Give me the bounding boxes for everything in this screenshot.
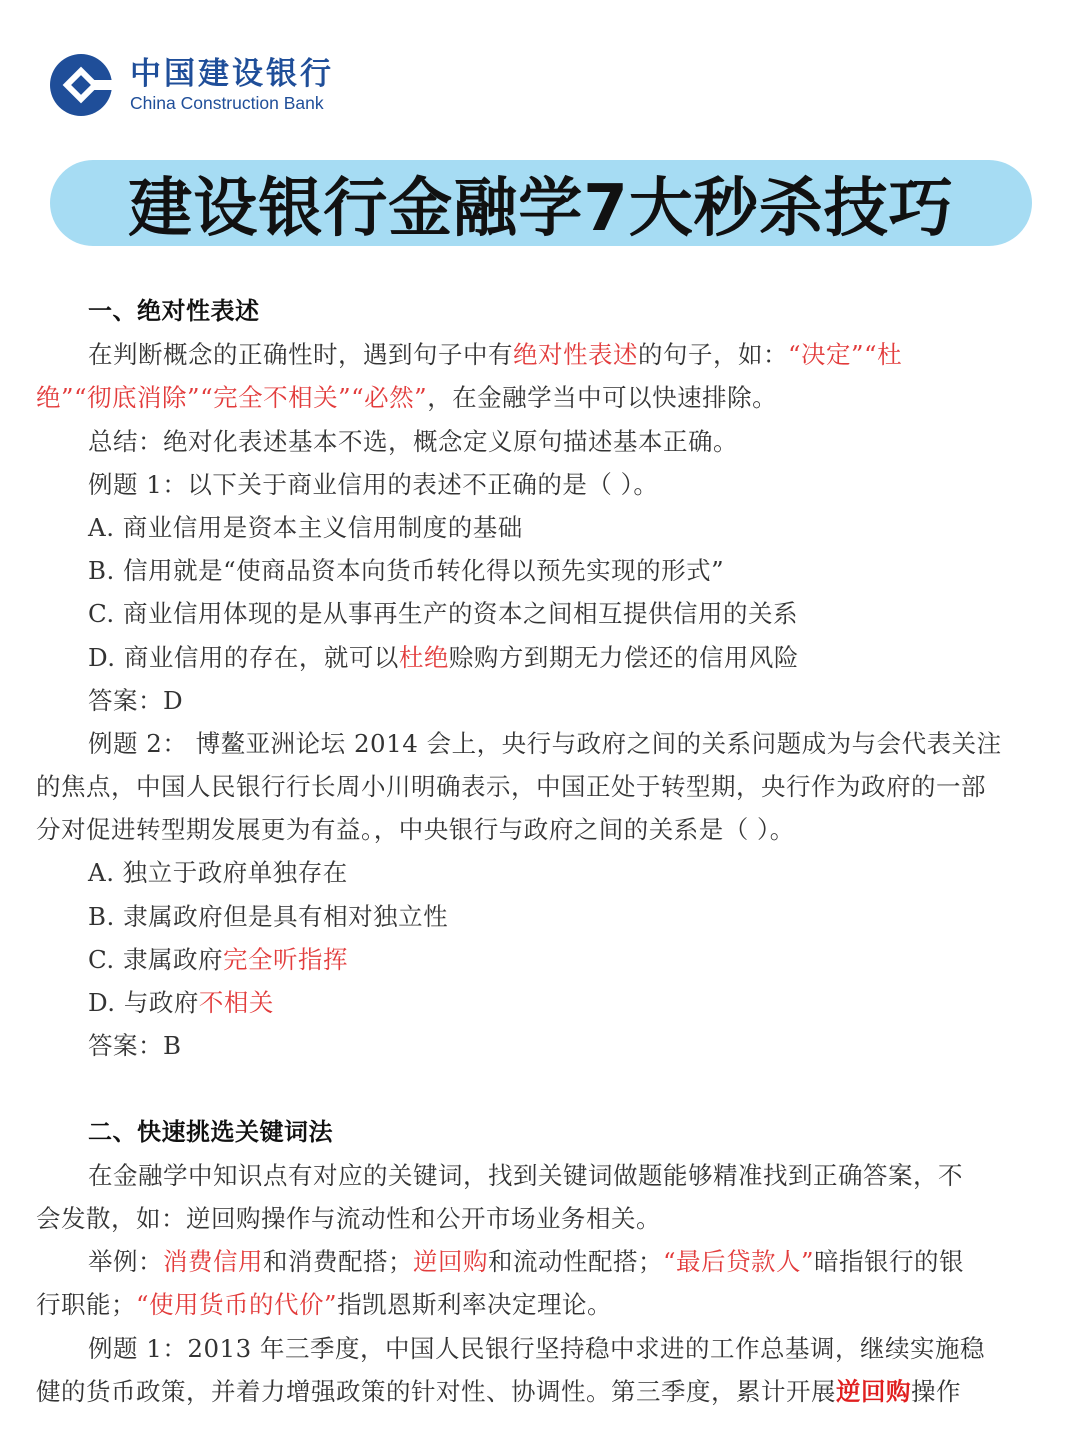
section-2-paragraph-line-2: 会发散，如：逆回购操作与流动性和公开市场业务相关。 [36,1203,661,1233]
example-2-option-d [36,981,1031,1024]
text: D. 与政府 [88,988,199,1017]
section-2-question-line-2 [36,1370,1031,1413]
section-2-question-line-1: 例题 1：2013 年三季度，中国人民银行坚持稳中求进的工作总基调，继续实施稳 [88,1333,986,1363]
example-1-answer: 答案：D [88,685,184,715]
example-2-option-b: B. 隶属政府但是具有相对独立性 [88,901,449,931]
section-2-heading: 二、快速挑选关键词法 [88,1117,333,1146]
example-2-question-line-1: 例题 2： 博鳌亚洲论坛 2014 会上，央行与政府之间的关系问题成为与会代表关注 [88,728,1002,758]
text: 和消费配搭； [263,1247,413,1277]
logo-english-name: China Construction Bank [130,93,324,113]
text: ，在金融学当中可以快速排除。 [427,383,778,413]
section-1-heading: 一、绝对性表述 [88,297,260,325]
example-1-question: 例题 1：以下关于商业信用的表述不正确的是（ ）。 [88,469,659,499]
highlight-text: “决定”“杜 [788,340,903,370]
highlight-text: 不相关 [198,988,274,1017]
text: 暗指银行的银 [814,1247,965,1277]
text: 举例： [88,1247,163,1277]
logo-chinese-name: 中国建设银行 [130,56,334,92]
highlight-text: 绝”“彻底消除”“完全不相关”“必然” [36,383,428,413]
section-2-example-line-2 [36,1283,1031,1326]
text: 健的货币政策，并着力增强政策的针对性、协调性。第三季度，累计开展 [36,1376,836,1406]
highlight-text: 完全听指挥 [222,944,348,974]
title-banner [50,160,1032,246]
section-spacer [36,1067,1031,1110]
example-1-option-a: A. 商业信用是资本主义信用制度的基础 [88,512,523,542]
example-1-option-b: B. 信用就是“使商品资本向货币转化得以预先实现的形式” [88,556,725,586]
ccb-logo-icon [48,52,114,118]
text: C. 隶属政府 [88,944,223,974]
highlight-text: 逆回购 [836,1376,911,1406]
example-1-option-d [36,636,1031,679]
highlight-text: 杜绝 [398,642,449,672]
highlight-text: 逆回购 [413,1247,488,1277]
text: D. 商业信用的存在，就可以 [88,642,399,672]
section-2-example-line-1 [36,1240,1031,1283]
example-2-answer: 答案：B [88,1031,182,1061]
section-1-summary: 总结：绝对化表述基本不选，概念定义原句描述基本正确。 [88,426,738,456]
page-title: 建设银行金融学7大秒杀技巧 [128,172,954,246]
text: 和流动性配搭； [488,1247,663,1277]
example-1-option-c: C. 商业信用体现的是从事再生产的资本之间相互提供信用的关系 [88,599,798,629]
text: 的句子，如： [638,340,788,370]
bank-logo [48,52,334,118]
text: 操作 [911,1376,961,1406]
highlight-text: “使用货币的代价” [136,1290,338,1320]
example-2-option-a: A. 独立于政府单独存在 [88,858,348,888]
document-body [36,290,1031,1413]
highlight-text: “最后贷款人” [663,1247,815,1277]
text: 赊购方到期无力偿还的信用风险 [448,642,799,672]
text: 在判断概念的正确性时，遇到句子中有 [88,340,513,370]
section-2-paragraph-line-1: 在金融学中知识点有对应的关键词，找到关键词做题能够精准找到正确答案，不 [88,1160,963,1190]
example-2-question-line-3: 分对促进转型期发展更为有益。，中央银行与政府之间的关系是（ ）。 [36,815,795,845]
section-1-paragraph-line-1 [36,333,1031,376]
example-2-question-line-2: 的焦点，中国人民银行行长周小川明确表示，中国正处于转型期，央行作为政府的一部 [36,772,986,802]
highlight-text: 绝对性表述 [513,340,638,370]
text: 行职能； [36,1290,136,1320]
section-1-paragraph-line-2 [36,376,1031,419]
text: 指凯恩斯利率决定理论。 [337,1290,613,1320]
highlight-text: 消费信用 [163,1247,263,1277]
example-2-option-c [36,938,1031,981]
